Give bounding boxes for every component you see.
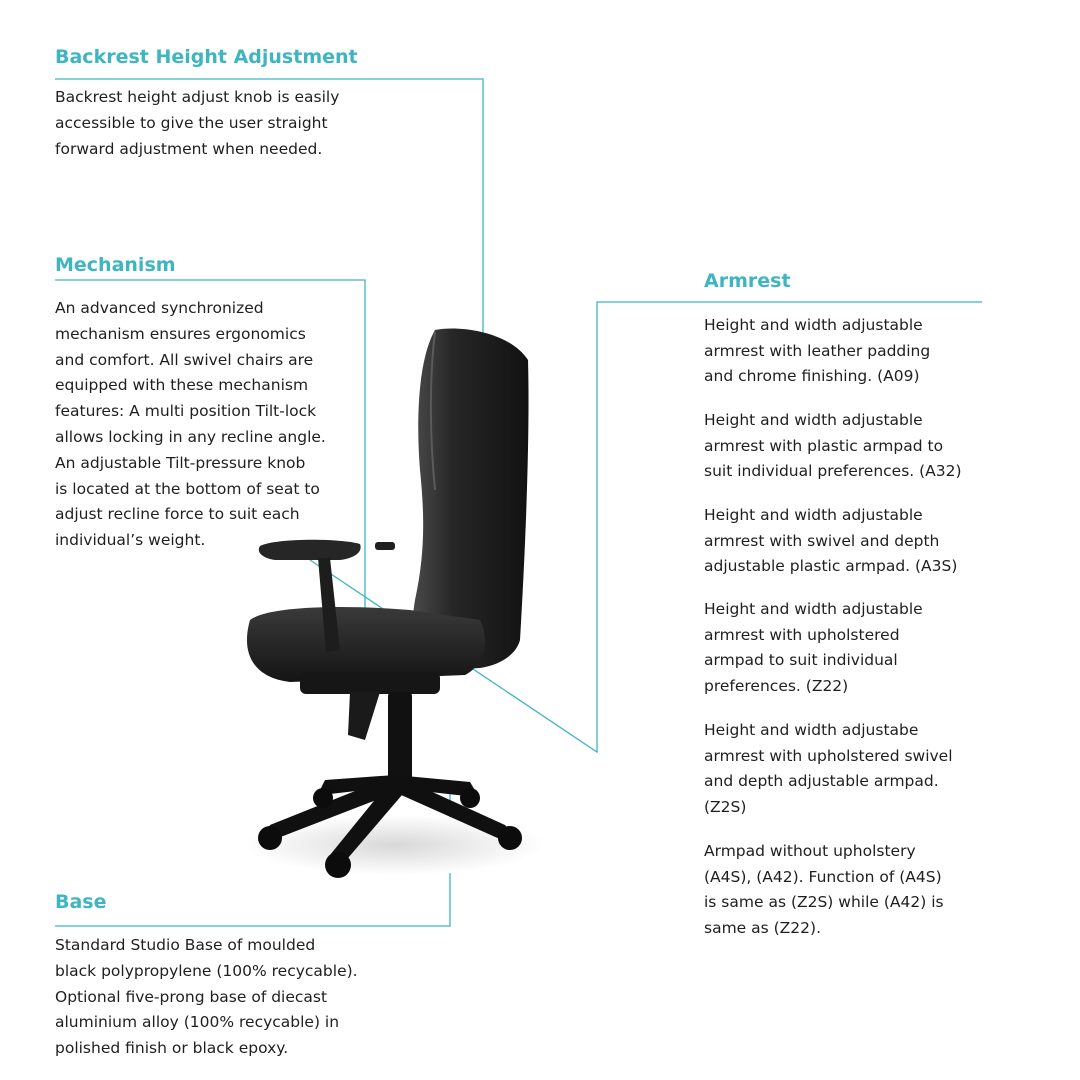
text-line: is located at the bottom of seat to (55, 479, 320, 498)
armrest-option-z2s (704, 718, 1004, 820)
text-line: and depth adjustable armpad. (704, 772, 939, 790)
mechanism-heading: Mechanism (55, 254, 176, 276)
text-line: Armpad without upholstery (704, 842, 916, 860)
text-line: suit individual preferences. (A32) (704, 462, 962, 480)
text-line: Height and width adjustable (704, 600, 923, 618)
text-line: adjustable plastic armpad. (A3S) (704, 557, 958, 575)
text-line: An advanced synchronized (55, 299, 264, 317)
text-line: armrest with upholstered swivel (704, 746, 953, 765)
armrest-option-a3s (704, 503, 1004, 580)
text-line: features: A multi position Tilt-lock (55, 402, 317, 421)
text-line: accessible to give the user straight (55, 113, 328, 132)
text-line: same as (Z22). (704, 918, 821, 937)
text-line: Height and width adjustabe (704, 721, 919, 739)
base-heading: Base (55, 891, 107, 913)
text-line: Height and width adjustable (704, 506, 923, 524)
text-line: Backrest height adjust knob is easily (55, 88, 340, 106)
text-line: equipped with these mechanism (55, 376, 309, 395)
text-line: (Z2S) (704, 797, 747, 816)
text-line: forward adjustment when needed. (55, 139, 323, 158)
text-line: armrest with upholstered (704, 625, 900, 644)
backrest-description (55, 85, 395, 162)
text-line: armrest with leather padding (704, 341, 931, 360)
armrest-option-a4s-a42 (704, 839, 1004, 941)
text-line: armrest with plastic armpad to (704, 436, 944, 455)
text-line: mechanism ensures ergonomics (55, 324, 306, 343)
armrest-option-a32 (704, 408, 1004, 485)
armrest-option-z22 (704, 597, 1004, 699)
text-line: is same as (Z2S) while (A42) is (704, 893, 944, 911)
text-line: Height and width adjustable (704, 411, 923, 429)
text-line: armrest with swivel and depth (704, 531, 940, 550)
text-line: adjust recline force to suit each (55, 505, 300, 524)
text-line: allows locking in any recline angle. (55, 427, 326, 446)
text-line: and chrome finishing. (A09) (704, 367, 920, 385)
text-line: Optional five-prong base of diecast (55, 987, 328, 1006)
text-line: (A4S), (A42). Function of (A4S) (704, 867, 942, 886)
armrest-heading: Armrest (704, 270, 791, 292)
text-line: armpad to suit individual (704, 651, 898, 669)
text-line: polished finish or black epoxy. (55, 1039, 289, 1058)
backrest-heading: Backrest Height Adjustment (55, 46, 358, 68)
text-line: and comfort. All swivel chairs are (55, 350, 314, 369)
armrest-option-a09 (704, 313, 1004, 390)
mechanism-description (55, 296, 365, 554)
base-description (55, 933, 395, 1062)
text-line: individual’s weight. (55, 531, 206, 550)
text-line: An adjustable Tilt-pressure knob (55, 453, 306, 472)
text-line: black polypropylene (100% recycable). (55, 961, 358, 980)
text-line: Standard Studio Base of moulded (55, 936, 316, 954)
text-line: Height and width adjustable (704, 316, 923, 334)
text-line: aluminium alloy (100% recycable) in (55, 1013, 340, 1032)
text-line: preferences. (Z22) (704, 676, 849, 695)
